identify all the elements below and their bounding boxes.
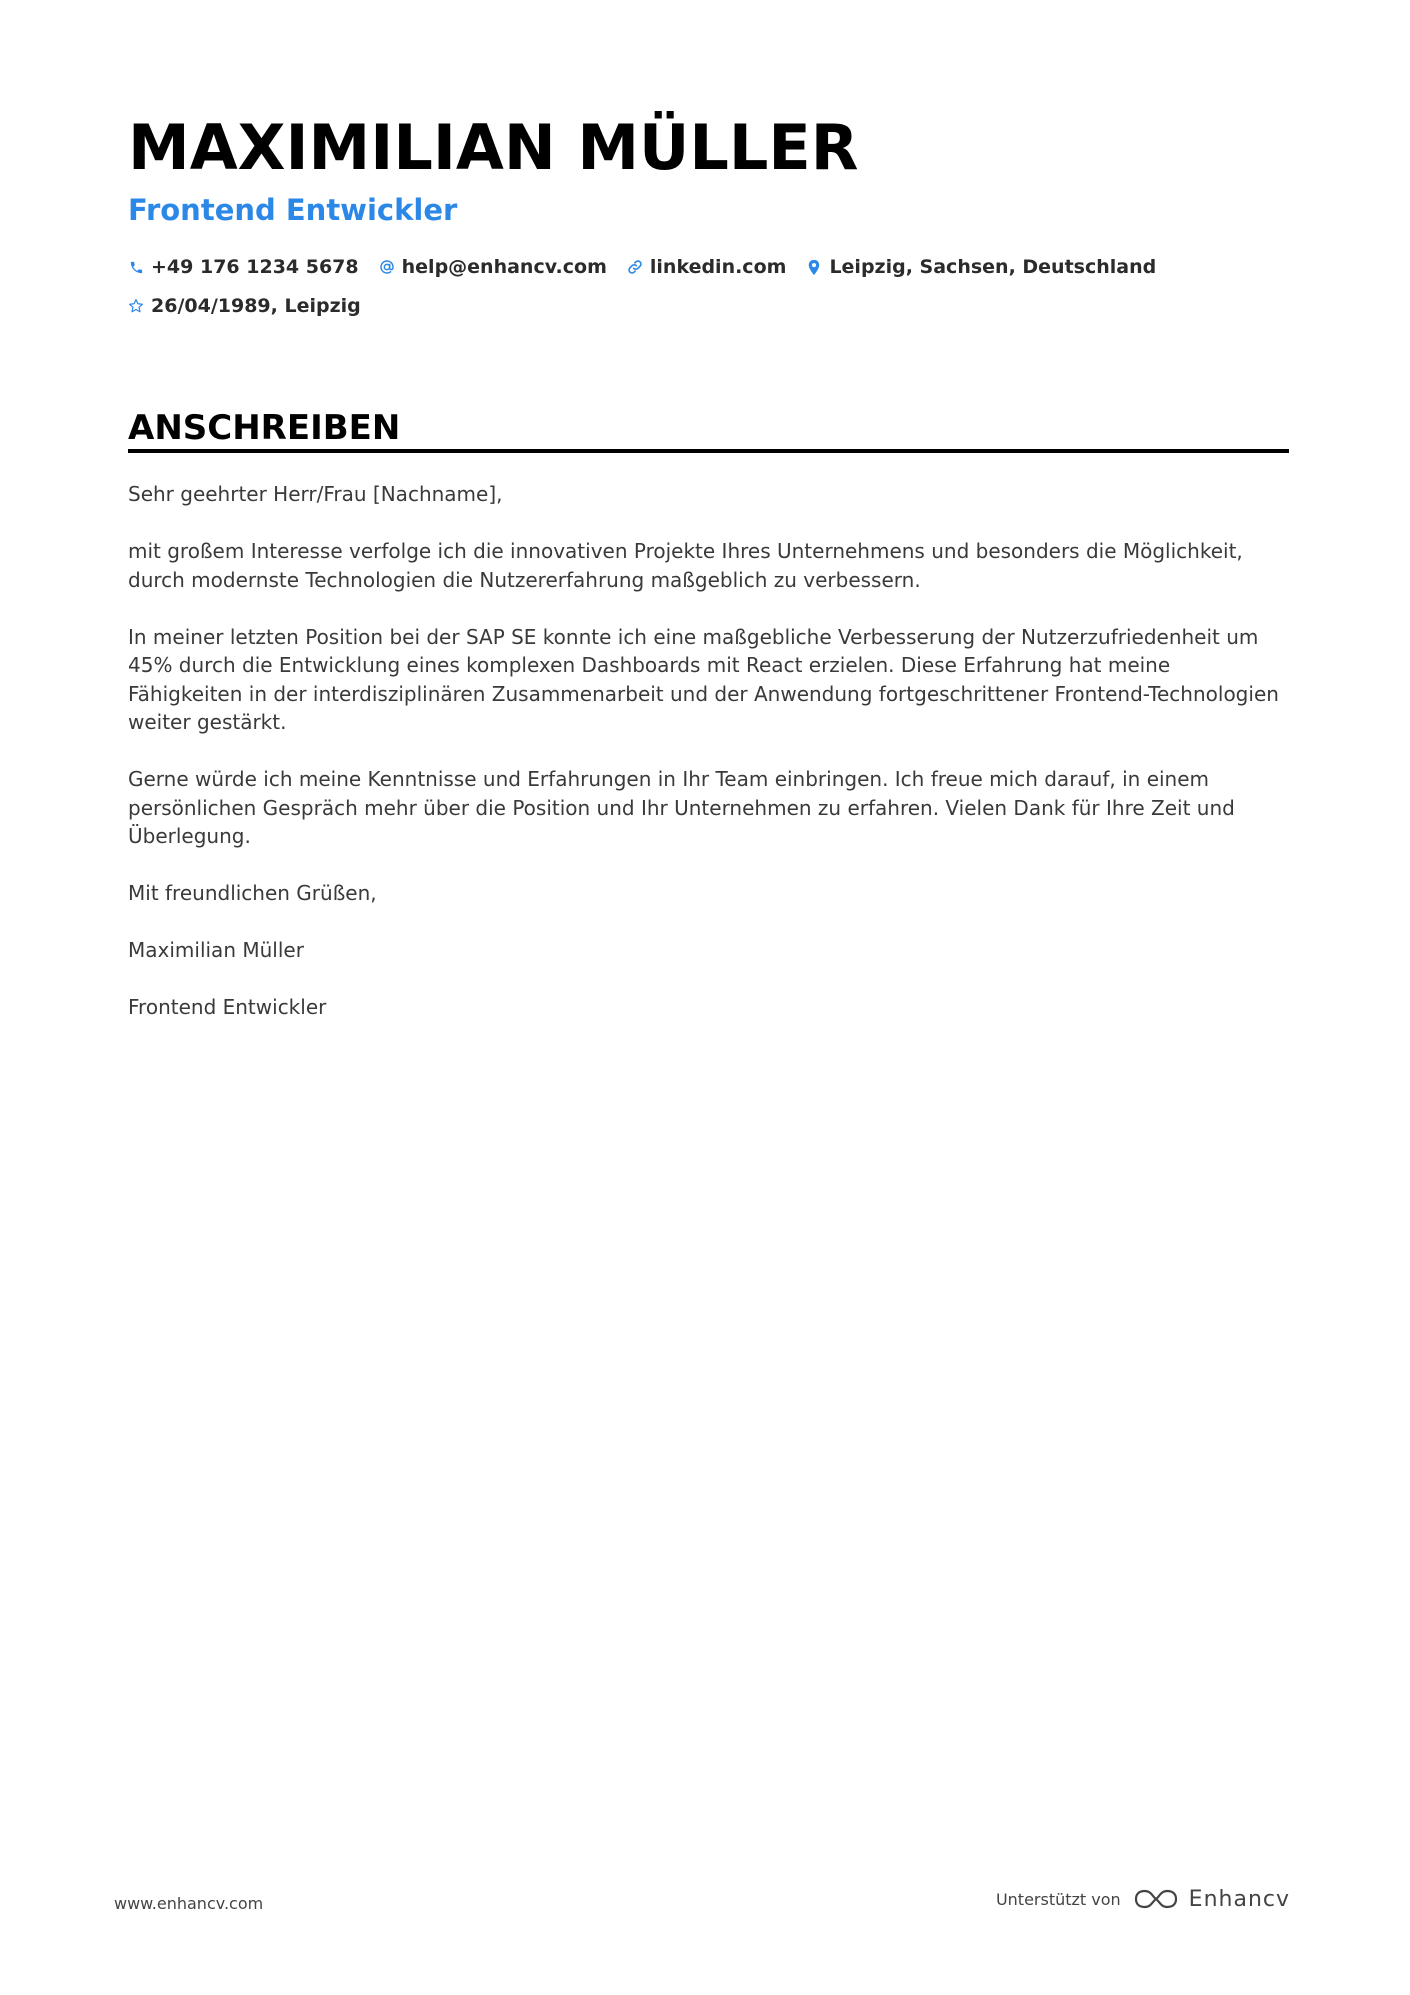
contact-birth	[128, 291, 361, 321]
contact-phone-text: +49 176 1234 5678	[151, 256, 359, 278]
at-icon	[379, 259, 395, 275]
letter-closing: Mit freundlichen Grüßen,	[128, 881, 377, 905]
letter-paragraph: In meiner letzten Position bei der SAP SE konnte ich eine maßgebliche Verbesserung der Nutzerzufriedenheit um 45% durch die Entwicklung eines komplexen Dashboards mit React erzielen. Diese Erfahrung hat meine Fähigkeiten in der interdisziplinären Zusammenarbeit und der Anwendung fortgeschrittener Frontend-Technologien weiter gestärkt.	[128, 624, 1279, 734]
section-title: ANSCHREIBEN	[128, 408, 401, 448]
footer-website[interactable]: www.enhancv.com	[114, 1894, 264, 1913]
section-divider	[128, 449, 1289, 453]
contact-row-primary	[128, 252, 1176, 282]
contact-linkedin-text: linkedin.com	[649, 256, 787, 278]
letter-paragraph: Gerne würde ich meine Kenntnisse und Erfahrungen in Ihr Team einbringen. Ich freue mich darauf, in einem persönlichen Gespräch mehr über die Position und Ihr Unternehmen zu erfahren. Vielen Dank für Ihre Zeit und Überlegung.	[128, 767, 1235, 848]
location-pin-icon	[806, 259, 822, 275]
contact-birth-text: 26/04/1989, Leipzig	[151, 295, 361, 317]
enhancv-logo-icon	[1133, 1886, 1179, 1912]
signature-role: Frontend Entwickler	[128, 995, 327, 1019]
contact-email[interactable]	[379, 252, 607, 282]
contact-phone	[128, 252, 359, 282]
contact-email-text: help@enhancv.com	[401, 256, 607, 278]
signature-name: Maximilian Müller	[128, 938, 304, 962]
star-icon	[128, 298, 144, 314]
contact-location-text: Leipzig, Sachsen, Deutschland	[829, 256, 1157, 278]
letter-salutation: Sehr geehrter Herr/Frau [Nachname],	[128, 482, 503, 506]
link-icon	[627, 259, 643, 275]
powered-by-label: Unterstützt von	[995, 1889, 1121, 1909]
brand-name: Enhancv	[1188, 1886, 1290, 1912]
contact-row-secondary	[128, 291, 381, 321]
applicant-role: Frontend Entwickler	[128, 193, 458, 227]
phone-icon	[128, 259, 144, 275]
letter-paragraph: mit großem Interesse verfolge ich die innovativen Projekte Ihres Unternehmens und besonders die Möglichkeit, durch modernste Technologien die Nutzererfahrung maßgeblich zu verbessern.	[128, 539, 1243, 592]
contact-location	[806, 252, 1156, 282]
applicant-name: MAXIMILIAN MÜLLER	[128, 111, 859, 184]
letter-body	[128, 480, 1289, 1050]
contact-linkedin[interactable]	[627, 252, 787, 282]
footer-branding[interactable]	[996, 1886, 1290, 1912]
